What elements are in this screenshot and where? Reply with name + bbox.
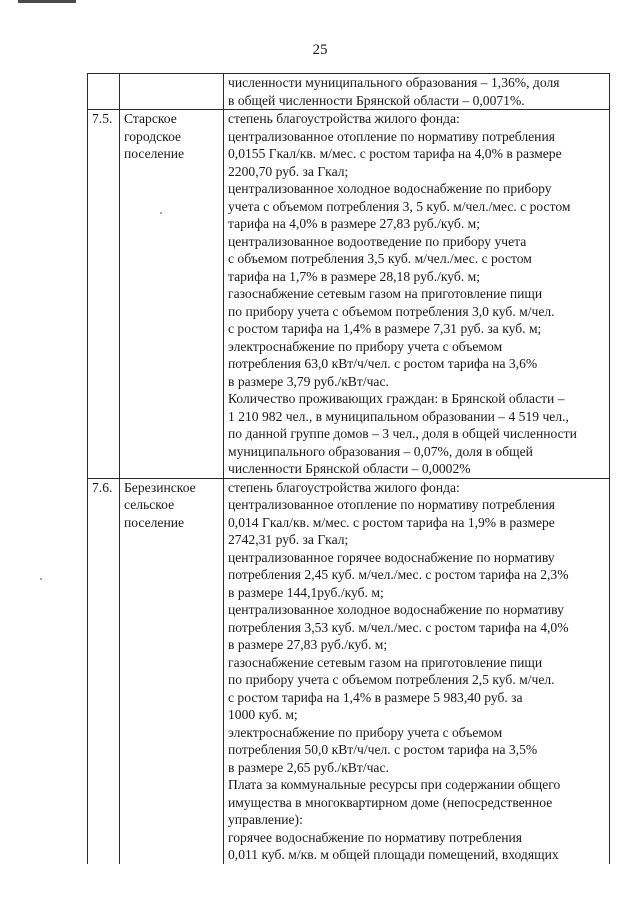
description-line: горячее водоснабжение по нормативу потребления	[228, 829, 523, 845]
row-number-cell	[88, 110, 120, 479]
description-line: степень благоустройства жилого фонда:	[228, 479, 460, 495]
description-line: 1 210 982 чел., в муниципальном образовании – 4 519 чел.,	[228, 408, 569, 424]
description-line: в размере 3,79 руб./кВт/час.	[228, 373, 389, 389]
description-line: с ростом тарифа на 1,4% в размере 7,31 руб. за куб. м;	[228, 321, 542, 336]
description-line: электроснабжение по прибору учета с объемом	[228, 724, 503, 740]
description-line: по прибору учета с объемом потребления 3,0 куб. м/чел.	[228, 303, 555, 319]
settlement-name-line: поселение	[124, 146, 185, 161]
description-line: по данной группе домов – 3 чел., доля в общей численности	[228, 426, 577, 441]
description-line: 0,0155 Гкал/кв. м/мес. с ростом тарифа на 4,0% в размере	[228, 146, 562, 161]
page-number: 25	[312, 42, 328, 58]
scan-speck	[160, 212, 162, 214]
description-line: по прибору учета с объемом потребления 2,5 куб. м/чел.	[228, 672, 555, 687]
description-line: численности муниципального образования – 1,36%, доля	[228, 75, 560, 90]
description-line: тарифа на 4,0% в размере 27,83 руб./куб. м;	[228, 216, 480, 231]
description-line: 1000 куб. м;	[228, 707, 298, 722]
tariff-table	[87, 73, 610, 864]
settlement-name-line: Старское	[124, 111, 177, 126]
description-line: управление):	[228, 812, 303, 827]
description-line: в размере 144,1руб./куб. м;	[228, 584, 384, 600]
description-line: с ростом тарифа на 1,4% в размере 5 983,40 руб. за	[228, 689, 523, 705]
description-line: централизованное холодное водоснабжение по нормативу	[228, 602, 564, 617]
description-line: потребления 50,0 кВт/ч/чел. с ростом тарифа на 3,5%	[228, 742, 538, 757]
settlement-name-line: сельское	[124, 497, 175, 512]
description-line: муниципального образования – 0,07%, доля в общей	[228, 443, 533, 459]
description-cell	[224, 478, 610, 864]
description-line: потребления 63,0 кВт/ч/чел. с ростом тарифа на 3,6%	[228, 356, 538, 371]
table-row	[88, 74, 610, 110]
row-number-cell	[88, 74, 120, 110]
description-line: централизованное отопление по нормативу потребления	[228, 497, 555, 512]
table-row	[88, 110, 610, 479]
description-line: Плата за коммунальные ресурсы при содержании общего	[228, 777, 561, 792]
description-line: учета с объемом потребления 3, 5 куб. м/чел./мес. с ростом	[228, 198, 571, 214]
description-line: газоснабжение сетевым газом на приготовление пищи	[228, 286, 543, 301]
description-cell	[224, 74, 610, 110]
description-line: централизованное отопление по нормативу потребления	[228, 128, 555, 144]
description-line: 0,014 Гкал/кв. м/мес. с ростом тарифа на 1,9% в размере	[228, 514, 555, 530]
description-line: в общей численности Брянской области – 0,0071%.	[228, 92, 525, 108]
row-number: 7.6.	[92, 479, 113, 495]
description-line: потребления 2,45 куб. м/чел./мес. с ростом тарифа на 2,3%	[228, 567, 569, 582]
settlement-name-line: поселение	[124, 514, 185, 530]
settlement-name-cell	[120, 110, 224, 479]
settlement-name-line: городское	[124, 128, 182, 144]
description-line: централизованное горячее водоснабжение по нормативу	[228, 549, 555, 565]
description-line: 2742,31 руб. за Гкал;	[228, 532, 349, 547]
description-line: имущества в многоквартирном доме (непосредственное	[228, 794, 553, 810]
scan-speck	[40, 578, 42, 580]
description-line: 0,011 куб. м/кв. м общей площади помещений, входящих	[228, 847, 559, 862]
description-line: тарифа на 1,7% в размере 28,18 руб./куб. м;	[228, 268, 480, 284]
description-cell	[224, 110, 610, 479]
description-line: потребления 3,53 куб. м/чел./мес. с ростом тарифа на 4,0%	[228, 619, 569, 635]
description-line: в размере 27,83 руб./куб. м;	[228, 637, 388, 652]
description-line: в размере 2,65 руб./кВт/час.	[228, 759, 389, 775]
description-line: централизованное водоотведение по прибору учета	[228, 233, 527, 249]
row-number: 7.5.	[92, 111, 113, 126]
description-line: с объемом потребления 3,5 куб. м/чел./мес. с ростом	[228, 251, 532, 266]
description-line: газоснабжение сетевым газом на приготовление пищи	[228, 654, 543, 670]
description-line: централизованное холодное водоснабжение по прибору	[228, 181, 552, 196]
settlement-name-cell	[120, 74, 224, 110]
description-line: численности Брянской области – 0,0002%	[228, 461, 471, 476]
table-row	[88, 478, 610, 864]
description-line: Количество проживающих граждан: в Брянской области –	[228, 391, 565, 406]
description-line: 2200,70 руб. за Гкал;	[228, 163, 349, 179]
scan-top-mark	[18, 0, 76, 3]
row-number-cell	[88, 478, 120, 864]
settlement-name-cell	[120, 478, 224, 864]
description-line: электроснабжение по прибору учета с объемом	[228, 338, 503, 354]
description-line: степень благоустройства жилого фонда:	[228, 111, 460, 126]
settlement-name-line: Березинское	[124, 479, 196, 495]
